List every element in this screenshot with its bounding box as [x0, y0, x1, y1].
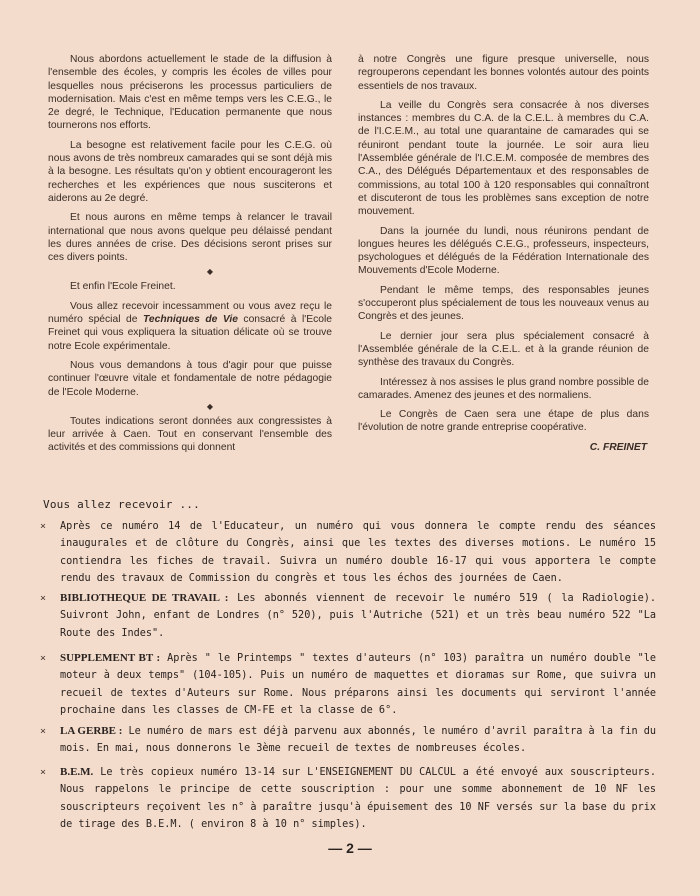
- bullet-mark: ×: [40, 767, 47, 778]
- paragraph: Et nous aurons en même temps à relancer le travail international que nous avons quelque peu délaissé pendant les dures années de crise. Des décisions seront prises sur ces divers points.: [48, 212, 332, 264]
- list-item: [40, 723, 656, 758]
- bullet-mark: ×: [40, 593, 47, 604]
- paragraph: Nous abordons actuellement le stade de la diffusion à l'ensemble des écoles, y compris les écoles de villes pour lesquelles nous préciserons les processus particuliers de modernisation. Mais c'est en même temps vers les C.E.G., le 2e degré, le Technique, l'Education permanente que nous tournerons nos efforts.: [48, 54, 332, 132]
- left-column: [48, 53, 332, 461]
- paragraph: [48, 300, 332, 353]
- item-text: [60, 723, 656, 758]
- paragraph: Et enfin l'Ecole Freinet.: [70, 281, 176, 293]
- diamond-divider: ◆: [206, 401, 214, 411]
- list-item: [40, 650, 656, 720]
- paragraph: La besogne est relativement facile pour les C.E.G. où nous avons de très nombreux camarades qui se sont déjà mis à la besogne. Les résultats qu'on y obtient encourageront les recherches et les expériences que nous susciterons et aiderons au 2e degré.: [48, 139, 332, 204]
- bullet-mark: ×: [40, 726, 47, 737]
- page-number: — 2 —: [328, 840, 372, 856]
- item-keyword: B.E.M.: [60, 766, 94, 778]
- item-text: [60, 590, 656, 642]
- paragraph: Toutes indications seront données aux congressistes à leur arrivée à Caen. Tout en conservant l'ensemble des activités et des commissions qui donnent: [48, 415, 332, 454]
- signature: C. FREINET: [589, 441, 647, 453]
- paragraph: Le Congrès de Caen sera une étape de plus dans l'évolution de notre grande entreprise coopérative.: [358, 409, 649, 434]
- right-column: [358, 53, 649, 454]
- item-body: Les abonnés viennent de recevoir le numéro 519 ( la Radiologie). Suivront John, enfant de Londres (n° 520), puis l'Autriche (521) et un très beau numéro 522 "La Route des Indes".: [60, 593, 656, 639]
- list-item: [40, 518, 656, 588]
- item-keyword: SUPPLEMENT BT :: [60, 652, 161, 664]
- paragraph: Intéressez à nos assises le plus grand nombre possible de camarades. Amenez des jeunes et des normaliens.: [358, 376, 649, 401]
- paragraph: Pendant le même temps, des responsables jeunes s'occuperont plus spécialement de tous les nouveaux venus au Congrès et des jeunes.: [358, 284, 649, 323]
- list-item: [40, 764, 656, 834]
- typed-intro: Vous allez recevoir ...: [43, 498, 200, 511]
- bullet-mark: ×: [40, 521, 47, 532]
- paragraph: Le dernier jour sera plus spécialement consacré à l'Assemblée générale de la C.E.L. et à la grande réunion de synthèse des travaux du Congrès.: [358, 330, 649, 369]
- list-item: [40, 590, 656, 642]
- item-body: Le numéro de mars est déjà parvenu aux abonnés, le numéro d'avril paraîtra à la fin du mois. En mai, nous donnerons le 3ème recueil de textes de nombreuses écoles.: [60, 726, 656, 755]
- text-span: consacré à l'Ecole Freinet qui vous expliquera la situation délicate où se trouve notre Ecole expérimentale.: [48, 314, 332, 352]
- item-body: Après " le Printemps " textes d'auteurs (n° 103) paraîtra un numéro double "le moteur à deux temps" (104-105). Puis un numéro de maquettes et dioramas sur Rome, que suivra un recueil de textes d'Auteurs sur Rome. Nous préparons ainsi les documents qui serviront l'année prochaine dans les classes de CM-FE et la classe de 6°.: [60, 653, 656, 717]
- diamond-divider: ◆: [206, 267, 214, 277]
- item-text: [60, 650, 656, 720]
- item-keyword: BIBLIOTHEQUE DE TRAVAIL :: [60, 592, 229, 604]
- paragraph: Nous vous demandons à tous d'agir pour que puisse continuer l'œuvre vitale et fondamentale de notre pédagogie de l'Ecole Moderne.: [48, 359, 332, 398]
- paragraph: à notre Congrès une figure presque universelle, nous regrouperons cependant les bonnes volontés autour des points essentiels de nos travaux.: [358, 54, 649, 92]
- bullet-mark: ×: [40, 653, 47, 664]
- journal-title: Techniques de Vie: [142, 314, 238, 326]
- item-text: [60, 518, 656, 588]
- item-keyword: LA GERBE :: [60, 725, 123, 737]
- item-body: Le très copieux numéro 13-14 sur L'ENSEIGNEMENT DU CALCUL a été envoyé aux souscripteurs. Nous rappelons le principe de cette souscription : pour une somme abonnement de 10 NF les souscripteurs reçoivent les n° à paraître jusqu'à épuisement des 10 NF versés sur la base du prix de tirage des B.E.M. ( environ 8 à 10 n° simples).: [60, 767, 656, 831]
- item-body: Après ce numéro 14 de l'Educateur, un numéro qui vous donnera le compte rendu des séances inaugurales et de clôture du Congrès, ainsi que les textes des diverses motions. Le numéro 15 contiendra les fiches de travail. Suivra un numéro double 16-17 qui vous apportera le compte rendu des travaux de Commission du congrès et tous les échos des journées de Caen.: [60, 521, 656, 585]
- item-text: [60, 764, 656, 834]
- paragraph: La veille du Congrès sera consacrée à nos diverses instances : membres du C.A. de la C.E.L. à membres du C.A. de l'I.C.E.M., au total une quarantaine de camarades qui se réuniront pendant toute la journée. Le soir aura lieu l'Assemblée générale de l'I.C.E.M. composée de membres des C.A., des Délégués Départementaux et des responsables de commissions, au total 100 à 120 responsables qui connaîtront et discuteront de tous les problèmes sans exception de notre mouvement.: [358, 99, 649, 218]
- paragraph: Dans la journée du lundi, nous réunirons pendant de longues heures les délégués C.E.G., professeurs, inspecteurs, psychologues et délégués de la Fédération Internationale des Mouvements d'Ecole Moderne.: [358, 225, 649, 277]
- text-span: Vous allez recevoir incessamment ou vous avez reçu le numéro spécial de: [48, 300, 332, 326]
